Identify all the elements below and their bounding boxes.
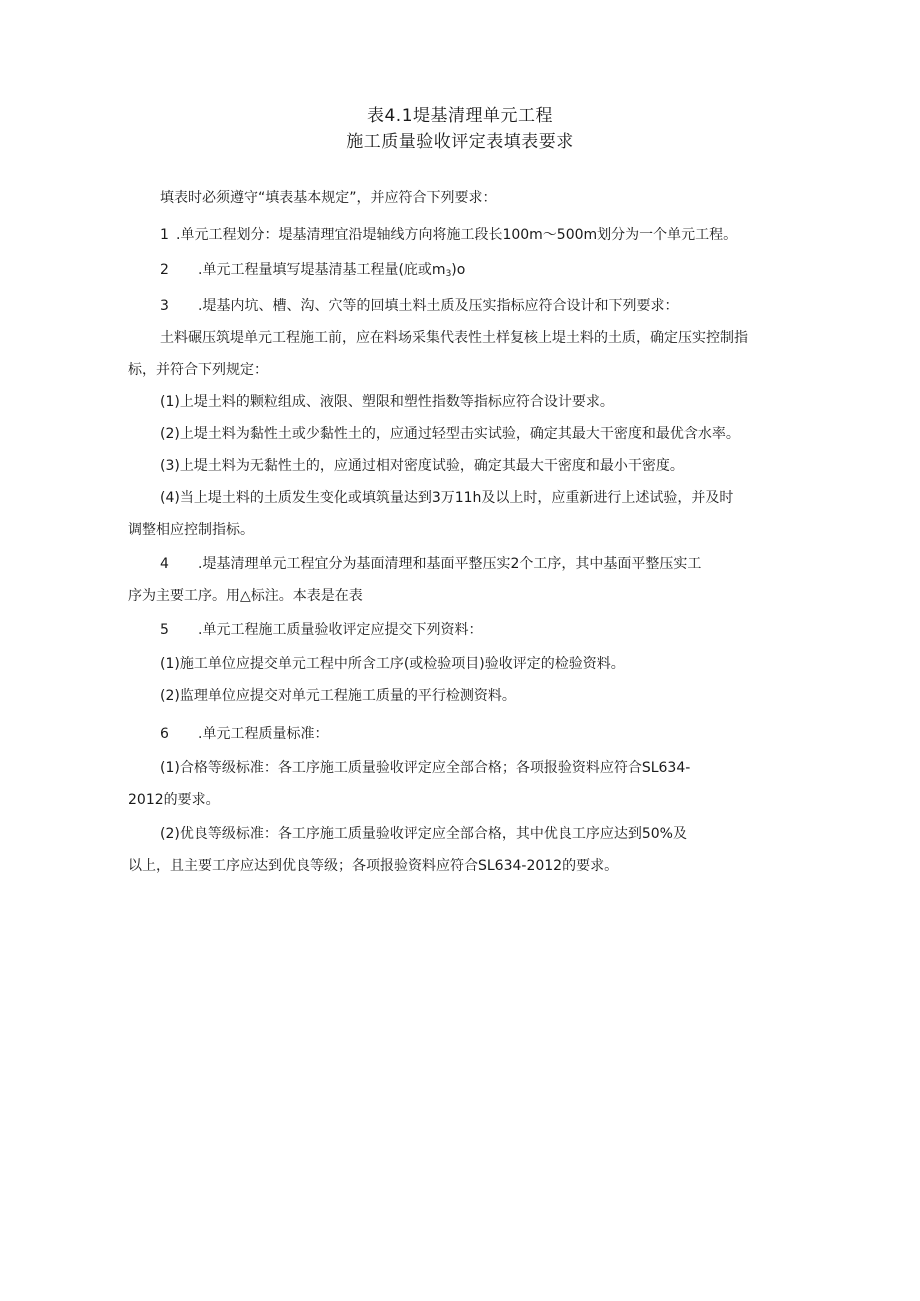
item-4-number: 4	[160, 556, 169, 572]
item-5-text: .单元工程施工质量验收评定应提交下列资料：	[198, 622, 483, 638]
item-2-text-a: .单元工程量填写堤基清基工程量(庇或m	[198, 262, 446, 278]
item-3-paragraph-b: 标，并符合下列规定：	[128, 362, 268, 378]
item-5-number: 5	[160, 622, 169, 638]
intro-paragraph: 填表时必须遵守“填表基本规定”，并应符合下列要求：	[160, 190, 497, 206]
item-1-text: .单元工程划分：堤基清理宜沿堤轴线方向将施工段长100m～500m划分为一个单元工程。	[176, 227, 738, 243]
item-6-sub-1b: 2012的要求。	[128, 792, 220, 808]
item-3	[160, 297, 678, 315]
doc-title-line-1: 表4.1堤基清理单元工程	[366, 106, 554, 126]
item-6-sub-2a: (2)优良等级标准：各工序施工质量验收评定应全部合格，其中优良工序应达到50%及	[160, 826, 687, 842]
item-3-sub-2: (2)上堤土料为黏性土或少黏性土的，应通过轻型击实试验，确定其最大干密度和最优含水率。	[160, 426, 740, 442]
item-3-sub-4b: 调整相应控制指标。	[128, 522, 254, 538]
item-2	[160, 261, 465, 283]
item-6-text: .单元工程质量标准：	[198, 726, 329, 742]
item-6	[160, 725, 328, 743]
item-1	[160, 226, 737, 244]
item-3-text: .堤基内坑、槽、沟、穴等的回填土料土质及压实指标应符合设计和下列要求：	[198, 298, 679, 314]
item-2-subscript: 3	[445, 269, 452, 279]
item-3-sub-1: (1)上堤土料的颗粒组成、液限、塑限和塑性指数等指标应符合设计要求。	[160, 394, 614, 410]
item-6-number: 6	[160, 726, 169, 742]
item-5	[160, 621, 482, 639]
item-3-sub-4a: (4)当上堤土料的土质发生变化或填筑量达到3万11h及以上时，应重新进行上述试验，并及时	[160, 490, 734, 506]
item-5-sub-2: (2)监理单位应提交对单元工程施工质量的平行检测资料。	[160, 688, 516, 704]
item-1-number: 1	[160, 227, 169, 243]
doc-title-line-2: 施工质量验收评定表填表要求	[346, 132, 574, 152]
item-6-sub-2b: 以上，且主要工序应达到优良等级；各项报验资料应符合SL634-2012的要求。	[128, 858, 619, 874]
item-3-paragraph-a: 土料碾压筑堤单元工程施工前，应在料场采集代表性土样复核上堤土料的土质，确定压实控制指	[160, 330, 748, 346]
item-4	[160, 555, 701, 573]
item-3-number: 3	[160, 298, 169, 314]
item-3-sub-3: (3)上堤土料为无黏性土的，应通过相对密度试验，确定其最大干密度和最小干密度。	[160, 458, 684, 474]
item-4-text: .堤基清理单元工程宜分为基面清理和基面平整压实2个工序，其中基面平整压实工	[198, 556, 702, 572]
item-5-sub-1: (1)施工单位应提交单元工程中所含工序(或检验项目)验收评定的检验资料。	[160, 656, 625, 672]
item-6-sub-1a: (1)合格等级标准：各工序施工质量验收评定应全部合格；各项报验资料应符合SL634-	[160, 760, 691, 776]
item-2-number: 2	[160, 262, 169, 278]
item-4-continuation: 序为主要工序。用△标注。本表是在表	[128, 588, 363, 604]
item-2-text-b: )o	[451, 262, 466, 278]
